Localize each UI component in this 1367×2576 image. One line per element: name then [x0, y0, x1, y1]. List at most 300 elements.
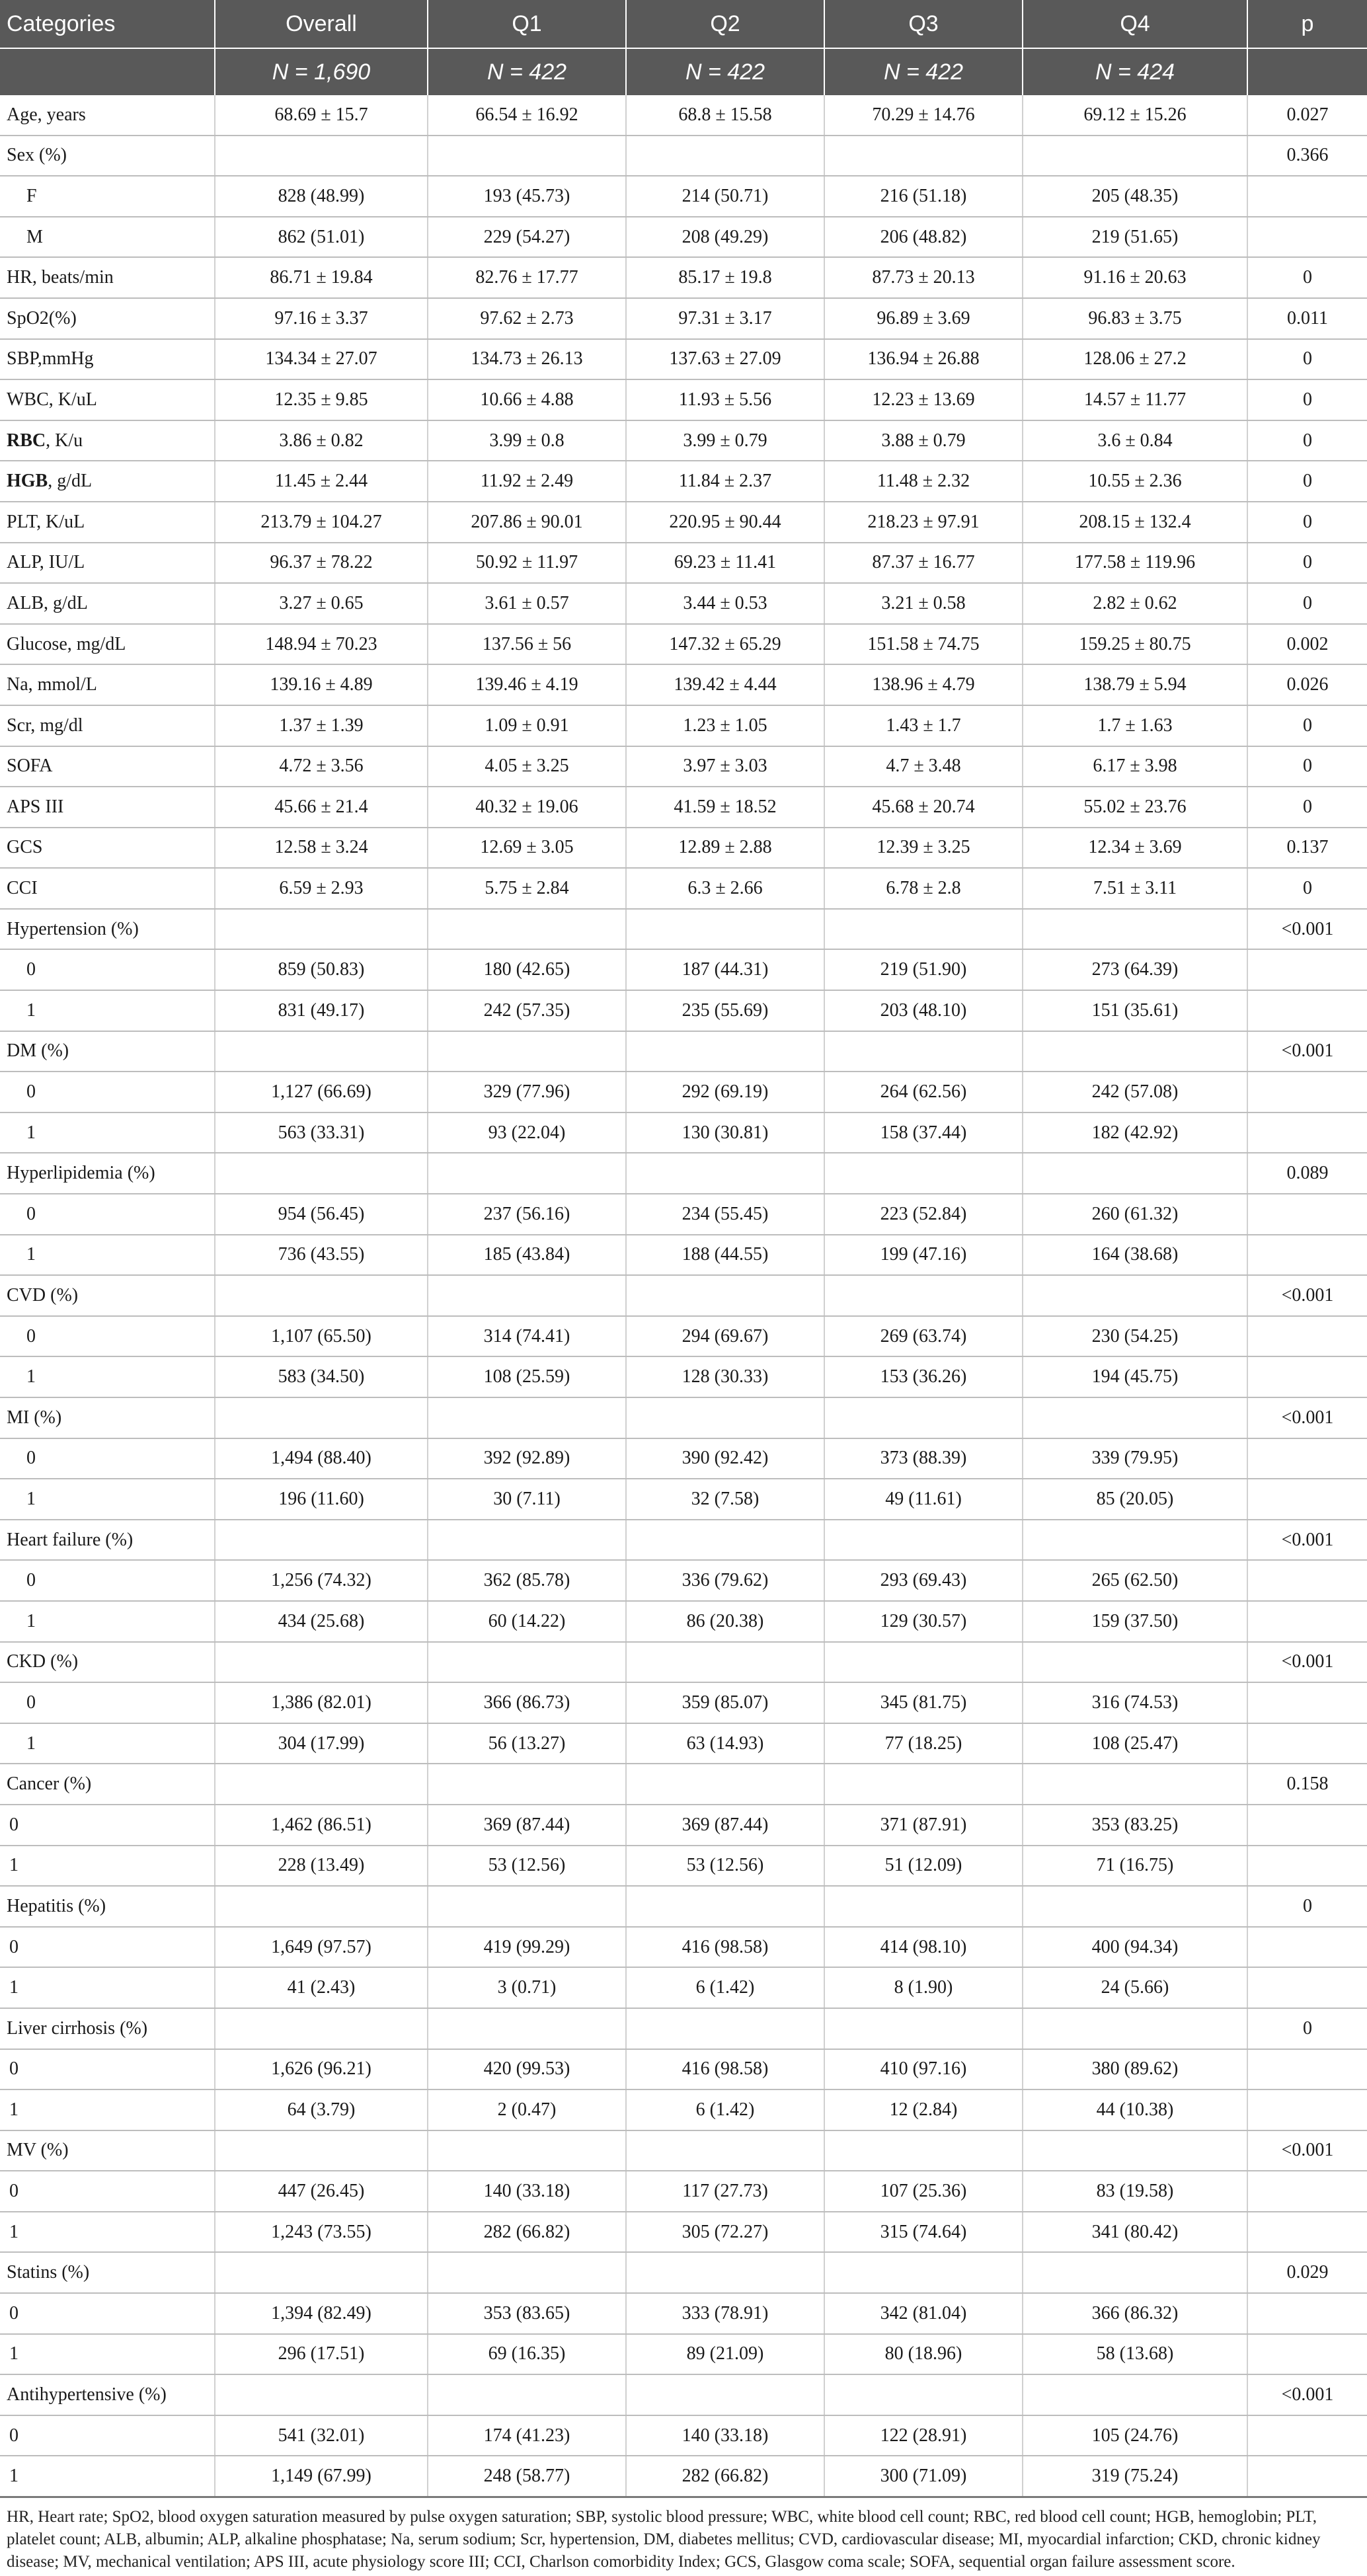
cell-overall: 97.16 ± 3.37 [215, 298, 428, 339]
cell-p-value [1247, 1805, 1367, 1846]
table-body [0, 95, 1367, 2497]
table-row [0, 1112, 1367, 1153]
row-label-abbrev: HGB [7, 471, 48, 492]
cell-q4 [1023, 1764, 1247, 1805]
table-header [0, 0, 1367, 95]
cell-q1: 93 (22.04) [428, 1112, 626, 1153]
cell-q3 [824, 1031, 1023, 1072]
cell-q4: 208.15 ± 132.4 [1023, 502, 1247, 543]
cell-q4: 316 (74.53) [1023, 1682, 1247, 1723]
row-label: HR, beats/min [0, 257, 215, 298]
cell-q4: 7.51 ± 3.11 [1023, 868, 1247, 909]
cell-q3: 12.23 ± 13.69 [824, 379, 1023, 420]
table-row [0, 2049, 1367, 2090]
table-row [0, 2415, 1367, 2456]
cell-p-value [1247, 2049, 1367, 2090]
cell-q2: 187 (44.31) [626, 949, 824, 990]
cell-q1: 1.09 ± 0.91 [428, 705, 626, 746]
cell-q1: 53 (12.56) [428, 1846, 626, 1887]
cell-overall: 1,107 (65.50) [215, 1316, 428, 1357]
cell-overall [215, 1397, 428, 1438]
cell-q3: 138.96 ± 4.79 [824, 664, 1023, 705]
table-row [0, 2374, 1367, 2415]
cell-p-value: 0 [1247, 787, 1367, 828]
cell-q2: 220.95 ± 90.44 [626, 502, 824, 543]
cell-q4 [1023, 1520, 1247, 1561]
cell-p-value [1247, 2212, 1367, 2253]
cell-overall: 228 (13.49) [215, 1846, 428, 1887]
cell-q2: 292 (69.19) [626, 1072, 824, 1112]
cell-overall: 4.72 ± 3.56 [215, 746, 428, 787]
cell-q1: 2 (0.47) [428, 2089, 626, 2130]
cell-q1: 56 (13.27) [428, 1723, 626, 1764]
cell-overall: 1,394 (82.49) [215, 2293, 428, 2334]
cell-q4: 14.57 ± 11.77 [1023, 379, 1247, 420]
cell-overall [215, 1764, 428, 1805]
row-label: SBP,mmHg [0, 339, 215, 380]
cell-q4: 44 (10.38) [1023, 2089, 1247, 2130]
cell-p-value: 0.029 [1247, 2252, 1367, 2293]
cell-overall [215, 1031, 428, 1072]
row-label: Heart failure (%) [0, 1520, 215, 1561]
cell-q3: 3.88 ± 0.79 [824, 420, 1023, 461]
cell-q1: 30 (7.11) [428, 1479, 626, 1520]
cell-overall: 68.69 ± 15.7 [215, 95, 428, 136]
row-label: Na, mmol/L [0, 664, 215, 705]
row-label: Liver cirrhosis (%) [0, 2008, 215, 2049]
column-header-q3: Q3 [824, 0, 1023, 48]
row-label: Age, years [0, 95, 215, 136]
row-label: 0 [0, 2293, 215, 2334]
cell-q2: 416 (98.58) [626, 2049, 824, 2090]
cell-p-value: 0 [1247, 1886, 1367, 1927]
cell-overall [215, 2130, 428, 2171]
cell-q2: 6.3 ± 2.66 [626, 868, 824, 909]
cell-q1 [428, 1642, 626, 1683]
cell-p-value: <0.001 [1247, 1031, 1367, 1072]
cell-q3: 87.37 ± 16.77 [824, 543, 1023, 584]
cell-q1: 97.62 ± 2.73 [428, 298, 626, 339]
cell-overall: 828 (48.99) [215, 176, 428, 217]
cell-overall: 862 (51.01) [215, 217, 428, 258]
cell-q1: 362 (85.78) [428, 1560, 626, 1601]
cell-q3: 158 (37.44) [824, 1112, 1023, 1153]
cell-p-value [1247, 1560, 1367, 1601]
cell-q3: 3.21 ± 0.58 [824, 583, 1023, 624]
row-label: 1 [0, 1356, 215, 1397]
cell-q1 [428, 136, 626, 176]
cell-q3: 77 (18.25) [824, 1723, 1023, 1764]
row-label: 1 [0, 1601, 215, 1642]
table-row [0, 1723, 1367, 1764]
cell-q2: 214 (50.71) [626, 176, 824, 217]
cell-q1 [428, 1275, 626, 1316]
cell-q3: 199 (47.16) [824, 1235, 1023, 1276]
row-label: 0 [0, 1560, 215, 1601]
cell-q1: 185 (43.84) [428, 1235, 626, 1276]
table-row [0, 95, 1367, 136]
cell-overall: 1.37 ± 1.39 [215, 705, 428, 746]
row-label-unit: , g/dL [48, 471, 93, 492]
cell-q2 [626, 1520, 824, 1561]
cell-q4: 55.02 ± 23.76 [1023, 787, 1247, 828]
cell-q2 [626, 2252, 824, 2293]
cell-q4: 273 (64.39) [1023, 949, 1247, 990]
table-row [0, 1031, 1367, 1072]
cell-q3: 87.73 ± 20.13 [824, 257, 1023, 298]
n-header-q1: N = 422 [428, 48, 626, 95]
cell-q2: 63 (14.93) [626, 1723, 824, 1764]
cell-p-value [1247, 1601, 1367, 1642]
cell-q4 [1023, 2252, 1247, 2293]
row-label: Scr, mg/dl [0, 705, 215, 746]
cell-p-value [1247, 1235, 1367, 1276]
cell-q2 [626, 1764, 824, 1805]
cell-q4: 12.34 ± 3.69 [1023, 828, 1247, 869]
cell-overall: 64 (3.79) [215, 2089, 428, 2130]
row-label: 1 [0, 1479, 215, 1520]
cell-p-value: 0 [1247, 339, 1367, 380]
cell-overall: 1,386 (82.01) [215, 1682, 428, 1723]
row-label: 0 [0, 1927, 215, 1968]
row-label-unit: , K/u [46, 430, 83, 451]
cell-p-value: <0.001 [1247, 1397, 1367, 1438]
cell-p-value: 0 [1247, 257, 1367, 298]
cell-q1: 3 (0.71) [428, 1967, 626, 2008]
row-label: Hypertension (%) [0, 909, 215, 950]
cell-q3 [824, 1397, 1023, 1438]
cell-q4: 353 (83.25) [1023, 1805, 1247, 1846]
cell-overall: 1,626 (96.21) [215, 2049, 428, 2090]
cell-p-value [1247, 1723, 1367, 1764]
cell-q3: 300 (71.09) [824, 2456, 1023, 2497]
cell-q4: 230 (54.25) [1023, 1316, 1247, 1357]
cell-p-value [1247, 2089, 1367, 2130]
cell-q4: 6.17 ± 3.98 [1023, 746, 1247, 787]
table-row [0, 1316, 1367, 1357]
row-label: 0 [0, 1316, 215, 1357]
cell-q3 [824, 1642, 1023, 1683]
cell-q2 [626, 1031, 824, 1072]
cell-q2: 139.42 ± 4.44 [626, 664, 824, 705]
cell-p-value: 0.026 [1247, 664, 1367, 705]
cell-q2: 282 (66.82) [626, 2456, 824, 2497]
cell-p-value: 0.011 [1247, 298, 1367, 339]
cell-q1: 193 (45.73) [428, 176, 626, 217]
cell-q4: 108 (25.47) [1023, 1723, 1247, 1764]
cell-q2: 69.23 ± 11.41 [626, 543, 824, 584]
cell-p-value: 0 [1247, 746, 1367, 787]
cell-q1: 66.54 ± 16.92 [428, 95, 626, 136]
cell-q3: 345 (81.75) [824, 1682, 1023, 1723]
cell-p-value: <0.001 [1247, 2130, 1367, 2171]
cell-q4 [1023, 1275, 1247, 1316]
cell-q4: 265 (62.50) [1023, 1560, 1247, 1601]
table-row [0, 1642, 1367, 1683]
cell-q3 [824, 2374, 1023, 2415]
row-label: 0 [0, 2049, 215, 2090]
cell-q4: 2.82 ± 0.62 [1023, 583, 1247, 624]
cell-q2: 294 (69.67) [626, 1316, 824, 1357]
cell-q2 [626, 2008, 824, 2049]
cell-overall: 1,127 (66.69) [215, 1072, 428, 1112]
cell-p-value [1247, 1438, 1367, 1479]
cell-q4: 138.79 ± 5.94 [1023, 664, 1247, 705]
row-label: MV (%) [0, 2130, 215, 2171]
cell-p-value [1247, 2171, 1367, 2212]
cell-q3: 12.39 ± 3.25 [824, 828, 1023, 869]
cell-q3 [824, 1153, 1023, 1194]
cell-q4: 151 (35.61) [1023, 990, 1247, 1031]
row-label: 0 [0, 1805, 215, 1846]
cell-p-value: 0.002 [1247, 624, 1367, 665]
cell-q4: 1.7 ± 1.63 [1023, 705, 1247, 746]
cell-q1: 229 (54.27) [428, 217, 626, 258]
cell-overall: 541 (32.01) [215, 2415, 428, 2456]
cell-q2: 68.8 ± 15.58 [626, 95, 824, 136]
cell-q1: 137.56 ± 56 [428, 624, 626, 665]
cell-q3 [824, 2008, 1023, 2049]
cell-p-value [1247, 1846, 1367, 1887]
table-row [0, 787, 1367, 828]
row-label: DM (%) [0, 1031, 215, 1072]
row-label: 0 [0, 1072, 215, 1112]
table-row [0, 705, 1367, 746]
row-label: 1 [0, 990, 215, 1031]
n-header-overall: N = 1,690 [215, 48, 428, 95]
cell-q3: 12 (2.84) [824, 2089, 1023, 2130]
cell-q4 [1023, 1642, 1247, 1683]
cell-overall [215, 1886, 428, 1927]
cell-q4: 128.06 ± 27.2 [1023, 339, 1247, 380]
row-label: 1 [0, 1723, 215, 1764]
cell-q3: 80 (18.96) [824, 2334, 1023, 2375]
cell-q3: 414 (98.10) [824, 1927, 1023, 1968]
cell-q2: 86 (20.38) [626, 1601, 824, 1642]
cell-q2: 128 (30.33) [626, 1356, 824, 1397]
cell-p-value [1247, 1112, 1367, 1153]
row-label: 0 [0, 1682, 215, 1723]
cell-q3 [824, 2252, 1023, 2293]
row-label: CVD (%) [0, 1275, 215, 1316]
cell-overall: 196 (11.60) [215, 1479, 428, 1520]
table-row [0, 746, 1367, 787]
cell-overall: 96.37 ± 78.22 [215, 543, 428, 584]
cell-q4: 400 (94.34) [1023, 1927, 1247, 1968]
cell-q4: 380 (89.62) [1023, 2049, 1247, 2090]
table-row [0, 339, 1367, 380]
cell-q1: 4.05 ± 3.25 [428, 746, 626, 787]
row-label: 1 [0, 1846, 215, 1887]
cell-q3 [824, 136, 1023, 176]
cell-q2 [626, 909, 824, 950]
cell-q1: 248 (58.77) [428, 2456, 626, 2497]
cell-q3: 293 (69.43) [824, 1560, 1023, 1601]
table-row [0, 1846, 1367, 1887]
row-label: 0 [0, 1438, 215, 1479]
cell-q3: 216 (51.18) [824, 176, 1023, 217]
cell-q2: 89 (21.09) [626, 2334, 824, 2375]
cell-q2: 1.23 ± 1.05 [626, 705, 824, 746]
table-row [0, 2130, 1367, 2171]
cell-q4: 341 (80.42) [1023, 2212, 1247, 2253]
cell-overall: 86.71 ± 19.84 [215, 257, 428, 298]
cell-p-value [1247, 217, 1367, 258]
cell-q1 [428, 909, 626, 950]
table-row [0, 1520, 1367, 1561]
column-header-q1: Q1 [428, 0, 626, 48]
cell-q2: 137.63 ± 27.09 [626, 339, 824, 380]
cell-q3: 410 (97.16) [824, 2049, 1023, 2090]
cell-q3: 151.58 ± 74.75 [824, 624, 1023, 665]
cell-q4: 366 (86.32) [1023, 2293, 1247, 2334]
cell-q4: 10.55 ± 2.36 [1023, 461, 1247, 502]
cell-p-value [1247, 2293, 1367, 2334]
cell-overall: 296 (17.51) [215, 2334, 428, 2375]
cell-q4: 58 (13.68) [1023, 2334, 1247, 2375]
cell-q1 [428, 2008, 626, 2049]
cell-overall: 213.79 ± 104.27 [215, 502, 428, 543]
cell-q2: 12.89 ± 2.88 [626, 828, 824, 869]
cell-q1 [428, 1153, 626, 1194]
cell-overall: 1,243 (73.55) [215, 2212, 428, 2253]
cell-q1: 108 (25.59) [428, 1356, 626, 1397]
cell-q1: 242 (57.35) [428, 990, 626, 1031]
cell-q4: 164 (38.68) [1023, 1235, 1247, 1276]
cell-overall: 563 (33.31) [215, 1112, 428, 1153]
row-label: PLT, K/uL [0, 502, 215, 543]
column-header-overall: Overall [215, 0, 428, 48]
cell-q4 [1023, 1397, 1247, 1438]
cell-q2: 416 (98.58) [626, 1927, 824, 1968]
table-row [0, 257, 1367, 298]
cell-q4 [1023, 2008, 1247, 2049]
column-header-p: p [1247, 0, 1367, 48]
cell-p-value: 0.158 [1247, 1764, 1367, 1805]
cell-p-value: 0 [1247, 583, 1367, 624]
table-row [0, 543, 1367, 584]
cell-q3: 11.48 ± 2.32 [824, 461, 1023, 502]
cell-q2: 97.31 ± 3.17 [626, 298, 824, 339]
table-row [0, 379, 1367, 420]
cell-overall: 434 (25.68) [215, 1601, 428, 1642]
cell-overall: 1,462 (86.51) [215, 1805, 428, 1846]
cell-q4: 205 (48.35) [1023, 176, 1247, 217]
row-label: CCI [0, 868, 215, 909]
cell-q3: 4.7 ± 3.48 [824, 746, 1023, 787]
cell-q4 [1023, 1031, 1247, 1072]
cell-p-value: 0 [1247, 461, 1367, 502]
n-header-q3: N = 422 [824, 48, 1023, 95]
column-header-categories: Categories [0, 0, 215, 48]
row-label: 0 [0, 949, 215, 990]
cell-q1 [428, 1031, 626, 1072]
cell-q3: 6.78 ± 2.8 [824, 868, 1023, 909]
cell-q4 [1023, 136, 1247, 176]
cell-q1: 392 (92.89) [428, 1438, 626, 1479]
cell-q1: 11.92 ± 2.49 [428, 461, 626, 502]
table-row [0, 1356, 1367, 1397]
cell-q3: 45.68 ± 20.74 [824, 787, 1023, 828]
cell-q3 [824, 2130, 1023, 2171]
cell-overall: 736 (43.55) [215, 1235, 428, 1276]
cell-overall: 1,494 (88.40) [215, 1438, 428, 1479]
cell-overall: 1,649 (97.57) [215, 1927, 428, 1968]
n-header-q2: N = 422 [626, 48, 824, 95]
cell-q2 [626, 136, 824, 176]
row-label: 1 [0, 2456, 215, 2497]
cell-q2: 369 (87.44) [626, 1805, 824, 1846]
cell-q1: 12.69 ± 3.05 [428, 828, 626, 869]
cell-overall: 12.35 ± 9.85 [215, 379, 428, 420]
table-row [0, 624, 1367, 665]
row-label: Hepatitis (%) [0, 1886, 215, 1927]
cell-q3: 153 (36.26) [824, 1356, 1023, 1397]
cell-overall: 1,256 (74.32) [215, 1560, 428, 1601]
cell-q1: 419 (99.29) [428, 1927, 626, 1968]
table-row [0, 1560, 1367, 1601]
cell-q3: 203 (48.10) [824, 990, 1023, 1031]
cell-overall: 954 (56.45) [215, 1194, 428, 1235]
cell-q2: 147.32 ± 65.29 [626, 624, 824, 665]
cell-q2: 41.59 ± 18.52 [626, 787, 824, 828]
cell-q1: 353 (83.65) [428, 2293, 626, 2334]
row-label: 1 [0, 1112, 215, 1153]
cell-overall: 41 (2.43) [215, 1967, 428, 2008]
cell-q2: 85.17 ± 19.8 [626, 257, 824, 298]
cell-q3: 206 (48.82) [824, 217, 1023, 258]
cell-q4 [1023, 1153, 1247, 1194]
cell-q1: 366 (86.73) [428, 1682, 626, 1723]
cell-q2: 208 (49.29) [626, 217, 824, 258]
cell-q3: 315 (74.64) [824, 2212, 1023, 2253]
cell-q1: 40.32 ± 19.06 [428, 787, 626, 828]
cell-q1: 10.66 ± 4.88 [428, 379, 626, 420]
row-label: MI (%) [0, 1397, 215, 1438]
row-label: APS III [0, 787, 215, 828]
cell-p-value: 0.089 [1247, 1153, 1367, 1194]
cell-p-value: 0 [1247, 543, 1367, 584]
cell-q4: 69.12 ± 15.26 [1023, 95, 1247, 136]
cell-q2 [626, 1642, 824, 1683]
cell-q4: 24 (5.66) [1023, 1967, 1247, 2008]
table-row [0, 1805, 1367, 1846]
cell-q1: 420 (99.53) [428, 2049, 626, 2090]
table-footnote: HR, Heart rate; SpO2, blood oxygen saturation measured by pulse oxygen saturation; SBP, systolic blood pressure; WBC, white blood cell count; RBC, red blood cell count; HGB, hemoglobin; PLT, platelet count; ALB, albumin; ALP, alkaline phosphatase; Na, serum sodium; Scr, hypertension, DM, diabetes mellitus; CVD, cardiovascular disease; MI, myocardial infarction; CKD, chronic kidney disease; MV, mechanical ventilation; APS III, acute physiology score III; CCI, Charlson comorbidity Index; GCS, Glasgow coma scale; SOFA, sequential organ failure assessment score. [7, 2508, 1321, 2571]
cell-overall [215, 1275, 428, 1316]
cell-q1 [428, 1764, 626, 1805]
cell-q1: 180 (42.65) [428, 949, 626, 990]
table-row [0, 828, 1367, 869]
cell-q1: 329 (77.96) [428, 1072, 626, 1112]
cell-q2 [626, 2130, 824, 2171]
row-label: SpO2(%) [0, 298, 215, 339]
cell-q4 [1023, 1886, 1247, 1927]
cell-q4 [1023, 2374, 1247, 2415]
table-row [0, 2456, 1367, 2497]
cell-q1: 3.61 ± 0.57 [428, 583, 626, 624]
cell-overall [215, 2008, 428, 2049]
cell-p-value: <0.001 [1247, 1642, 1367, 1683]
cell-q4: 339 (79.95) [1023, 1438, 1247, 1479]
cell-q2 [626, 2374, 824, 2415]
cell-p-value: 0 [1247, 705, 1367, 746]
cell-overall [215, 1642, 428, 1683]
table-row [0, 1397, 1367, 1438]
cell-q2: 3.97 ± 3.03 [626, 746, 824, 787]
cell-q2: 3.99 ± 0.79 [626, 420, 824, 461]
cell-p-value [1247, 949, 1367, 990]
